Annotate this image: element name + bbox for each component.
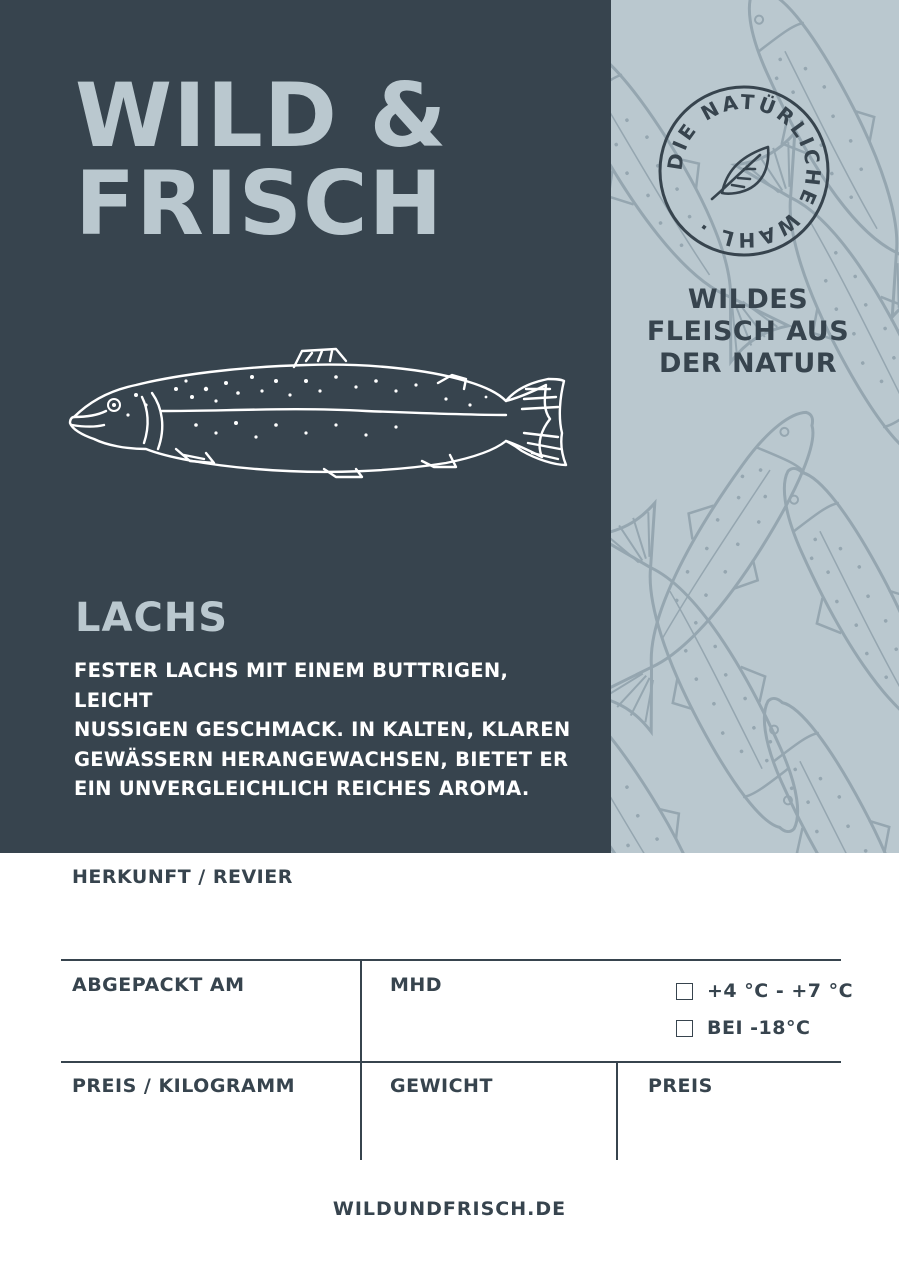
best-before-label: MHD <box>390 974 443 996</box>
brand-line-2: FRISCH <box>75 152 444 255</box>
weight-label: GEWICHT <box>390 1075 493 1097</box>
form-column-divider <box>360 960 362 1160</box>
product-description <box>74 656 574 804</box>
tagline-line-2: FLEISCH AUS <box>646 316 850 347</box>
storage-option-frozen[interactable] <box>676 1017 810 1039</box>
storage-option-chilled[interactable] <box>676 980 853 1002</box>
description-line: GEWÄSSERN HERANGEWACHSEN, BIETET ER <box>74 747 569 771</box>
tagline-line-3: DER NATUR <box>658 348 838 379</box>
form-divider-middle <box>61 1061 841 1063</box>
brand-line-1: WILD & <box>75 64 448 167</box>
tagline-line-1: WILDES <box>687 284 809 315</box>
form-divider-top <box>61 959 841 961</box>
quality-seal <box>656 83 832 259</box>
origin-label: HERKUNFT / REVIER <box>72 866 293 888</box>
checkbox[interactable] <box>676 1020 693 1037</box>
seal-text: DIE NATÜRLICHE WAHL · <box>662 89 826 253</box>
price-label: PREIS <box>648 1075 713 1097</box>
checkbox[interactable] <box>676 983 693 1000</box>
packed-date-label: ABGEPACKT AM <box>72 974 245 996</box>
leaf-icon <box>712 147 768 199</box>
description-line: NUSSIGEN GESCHMACK. IN KALTEN, KLAREN <box>74 718 571 741</box>
product-name: LACHS <box>75 595 229 641</box>
description-line: EIN UNVERGLEICHLICH REICHES AROMA. <box>74 777 530 800</box>
brand-title <box>75 64 448 255</box>
storage-option-label: BEI -18°C <box>707 1017 811 1039</box>
salmon-illustration <box>66 345 576 480</box>
website-url: WILDUNDFRISCH.DE <box>332 1198 567 1220</box>
description-line: FESTER LACHS MIT EINEM BUTTRIGEN, LEICHT <box>74 659 509 712</box>
price-per-kg-label: PREIS / KILOGRAMM <box>72 1075 296 1097</box>
storage-option-label: +4 °C - +7 °C <box>707 980 854 1002</box>
tagline <box>628 284 868 380</box>
form-column-divider <box>616 1062 618 1160</box>
